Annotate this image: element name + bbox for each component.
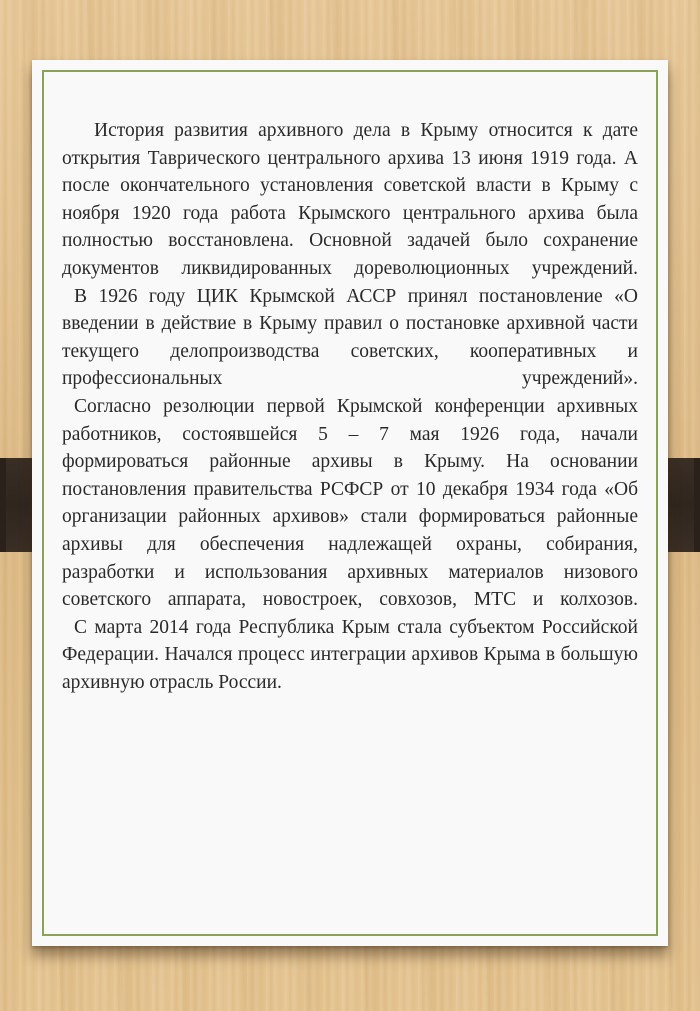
paragraph-district-archives: Согласно резолюции первой Крымской конференции архивных работников, состоявшейся 5 – 7 мая 1926 года, начали формироваться районные архивы в Крыму. На основании постановления правительства РСФСР от 10 декабря 1934 года «Об организации районных архивов» стали формироваться районные архивы для обеспечения надлежащей охраны, собирания, разработки и использования архивных материалов низового советского аппарата, новостроек, совхозов, МТС и колхозов.	[62, 395, 638, 611]
document-text	[62, 117, 638, 696]
paragraph-archive-history: История развития архивного дела в Крыму относится к дате открытия Таврического центрального архива 13 июня 1919 года. А после окончательного установления советской власти в Крыму с ноября 1920 года работа Крымского центрального архива была полностью восстановлена. Основной задачей было сохранение документов ликвидированных дореволюционных учреждений.	[62, 120, 638, 279]
paragraph-2014-integration: С марта 2014 года Республика Крым стала субъектом Российской Федерации. Начался процесс интеграции архивов Крыма в большую архивную отрасль России.	[62, 616, 638, 693]
ribbon-left-end	[0, 458, 6, 552]
paragraph-1926-decree: В 1926 году ЦИК Крымской АССР принял постановление «О введении в действие в Крыму правил о постановке архивной части текущего делопроизводства советских, кооперативных и профессиональных учреждений».	[62, 285, 638, 390]
paper-sheet	[32, 60, 668, 946]
ribbon-right-end	[694, 458, 700, 552]
